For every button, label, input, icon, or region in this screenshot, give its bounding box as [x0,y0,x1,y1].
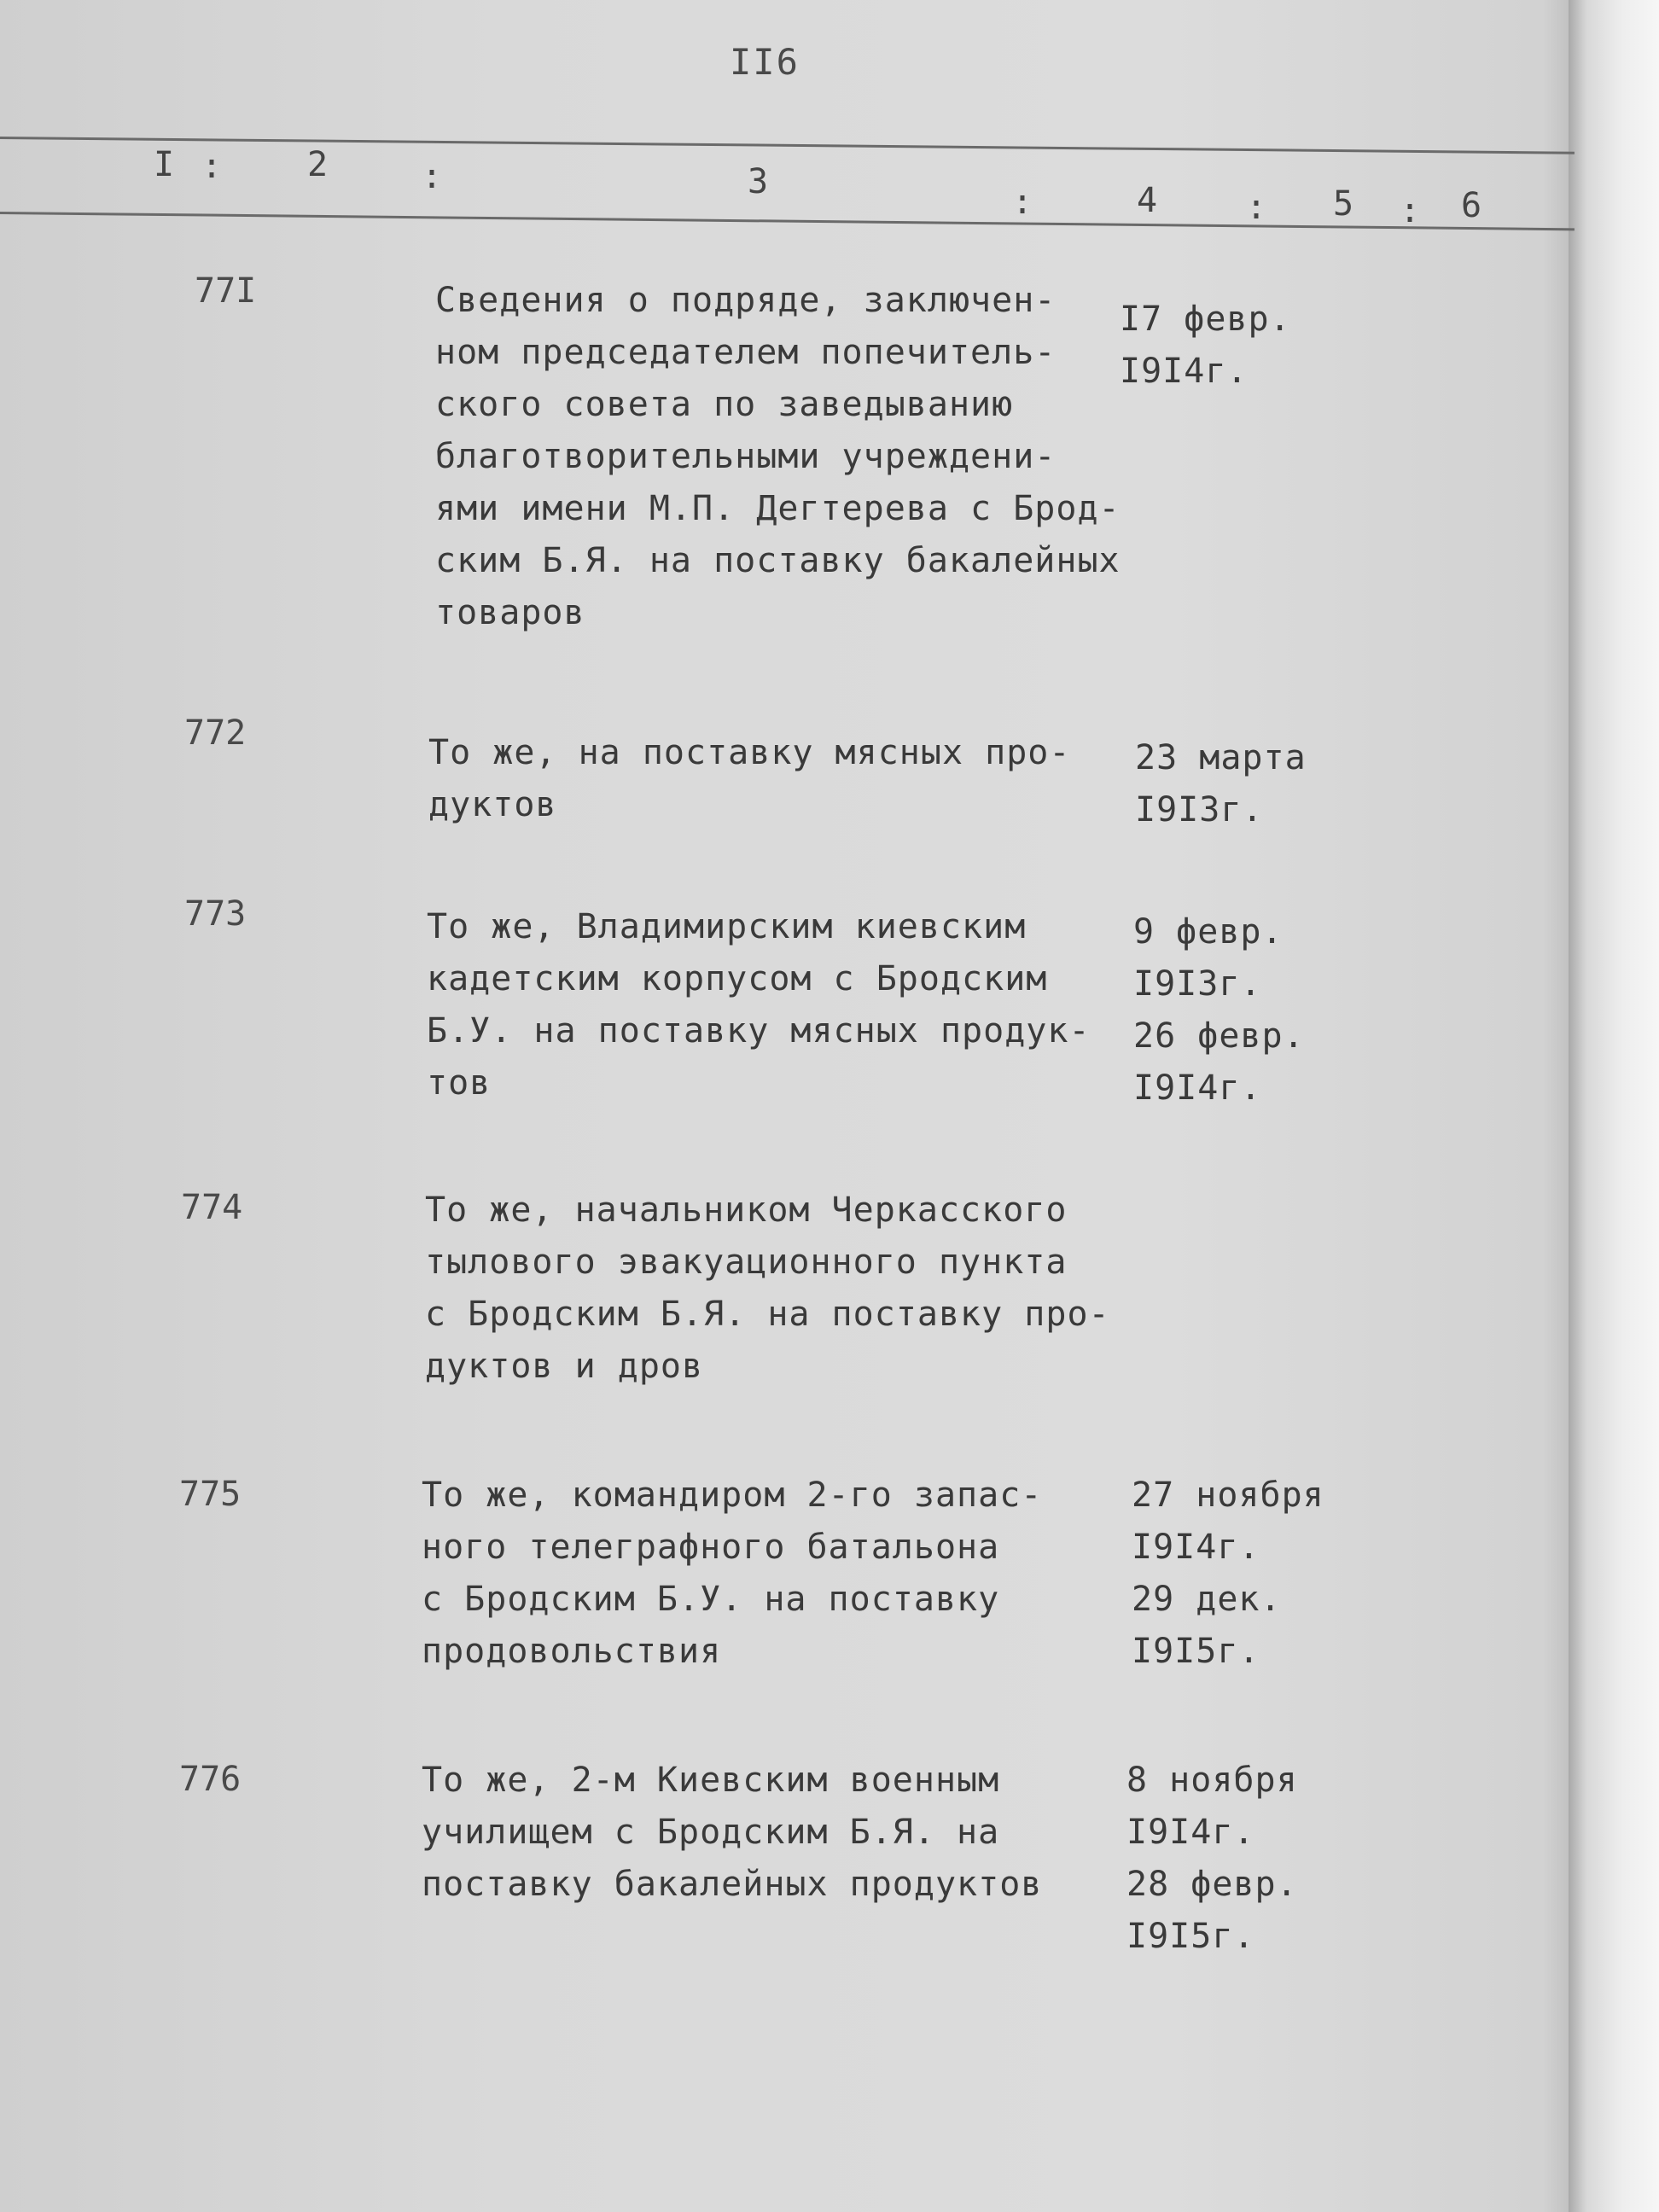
date-line: 27 ноября [1132,1476,1324,1515]
text-line: училищем с Бродским Б.Я. на [422,1813,1000,1852]
text-line: ского совета по заведыванию [435,385,1014,424]
text-line: То же, Владимирским киевским [427,907,1027,946]
entry-description [425,1185,1193,1393]
page-number: II6 [730,41,800,83]
text-line: с Бродским Б.У. на поставку [422,1580,1000,1619]
text-line: То же, на поставку мясных про- [428,733,1071,772]
date-line: 8 ноября [1126,1761,1298,1800]
column-header-3: 3 [748,162,769,201]
header-rule-top [0,137,1575,154]
text-line: товаров [435,593,585,632]
text-line: поставку бакалейных продуктов [422,1865,1043,1904]
entry-description [435,275,1203,639]
entry-date [1126,1755,1348,1963]
date-line: I9I3г. [1135,790,1264,830]
entry-description [427,901,1195,1109]
date-line: 26 февр. [1133,1016,1305,1056]
entry-number: 772 [184,713,247,753]
text-line: Сведения о подряде, заключен- [435,281,1057,320]
date-line: I9I4г. [1133,1068,1262,1108]
entry-date [1132,1470,1353,1678]
text-line: дуктов [428,785,557,824]
entry-number: 77I [195,271,257,311]
text-line: То же, начальником Черкасского [425,1190,1068,1230]
entry-description [422,1470,1190,1678]
page-edge [1569,0,1659,2212]
column-separator: : [1246,188,1267,227]
entry-number: 774 [181,1188,243,1227]
text-line: с Бродским Б.Я. на поставку про- [425,1295,1110,1334]
text-line: ного телеграфного батальона [422,1528,1000,1567]
column-header-2: 2 [307,145,329,184]
text-line: То же, 2-м Киевским военным [422,1761,1000,1800]
text-line: тылового эвакуационного пункта [425,1243,1068,1282]
text-line: продовольствия [422,1632,722,1671]
column-header-5: 5 [1333,184,1354,224]
text-line: кадетским корпусом с Бродским [427,959,1048,998]
text-line: ским Б.Я. на поставку бакалейных [435,541,1121,580]
entry-date [1120,294,1342,398]
date-line: I9I4г. [1120,352,1249,391]
date-line: I7 февр. [1120,300,1291,339]
date-line: 28 февр. [1126,1865,1298,1904]
text-line: благотворительными учреждени- [435,437,1057,476]
column-header-1: I [154,145,175,184]
text-line: ном председателем попечитель- [435,333,1057,372]
text-line: То же, командиром 2-го запас- [422,1476,1043,1515]
column-separator: : [1400,191,1421,230]
date-line: I9I4г. [1132,1528,1260,1567]
entry-date [1133,906,1355,1115]
date-line: I9I5г. [1126,1917,1255,1956]
column-separator: : [1012,183,1033,222]
date-line: I9I3г. [1133,964,1262,1004]
entry-number: 776 [179,1760,242,1799]
entry-date [1135,732,1357,836]
date-line: 23 марта [1135,738,1307,777]
date-line: I9I5г. [1132,1632,1260,1671]
text-line: ями имени М.П. Дегтерева с Брод- [435,489,1121,528]
date-line: 9 февр. [1133,912,1284,952]
text-line: дуктов и дров [425,1347,704,1386]
date-line: I9I4г. [1126,1813,1255,1852]
text-line: тов [427,1063,492,1103]
entry-description [422,1755,1190,1911]
entry-number: 773 [184,894,247,934]
column-header-6: 6 [1461,186,1482,225]
column-separator: : [422,157,443,196]
column-separator: : [201,147,223,186]
date-line: 29 дек. [1132,1580,1282,1619]
column-header-4: 4 [1137,181,1158,220]
text-line: Б.У. на поставку мясных продук- [427,1011,1091,1051]
entry-number: 775 [179,1475,242,1514]
entry-description [428,727,1196,831]
